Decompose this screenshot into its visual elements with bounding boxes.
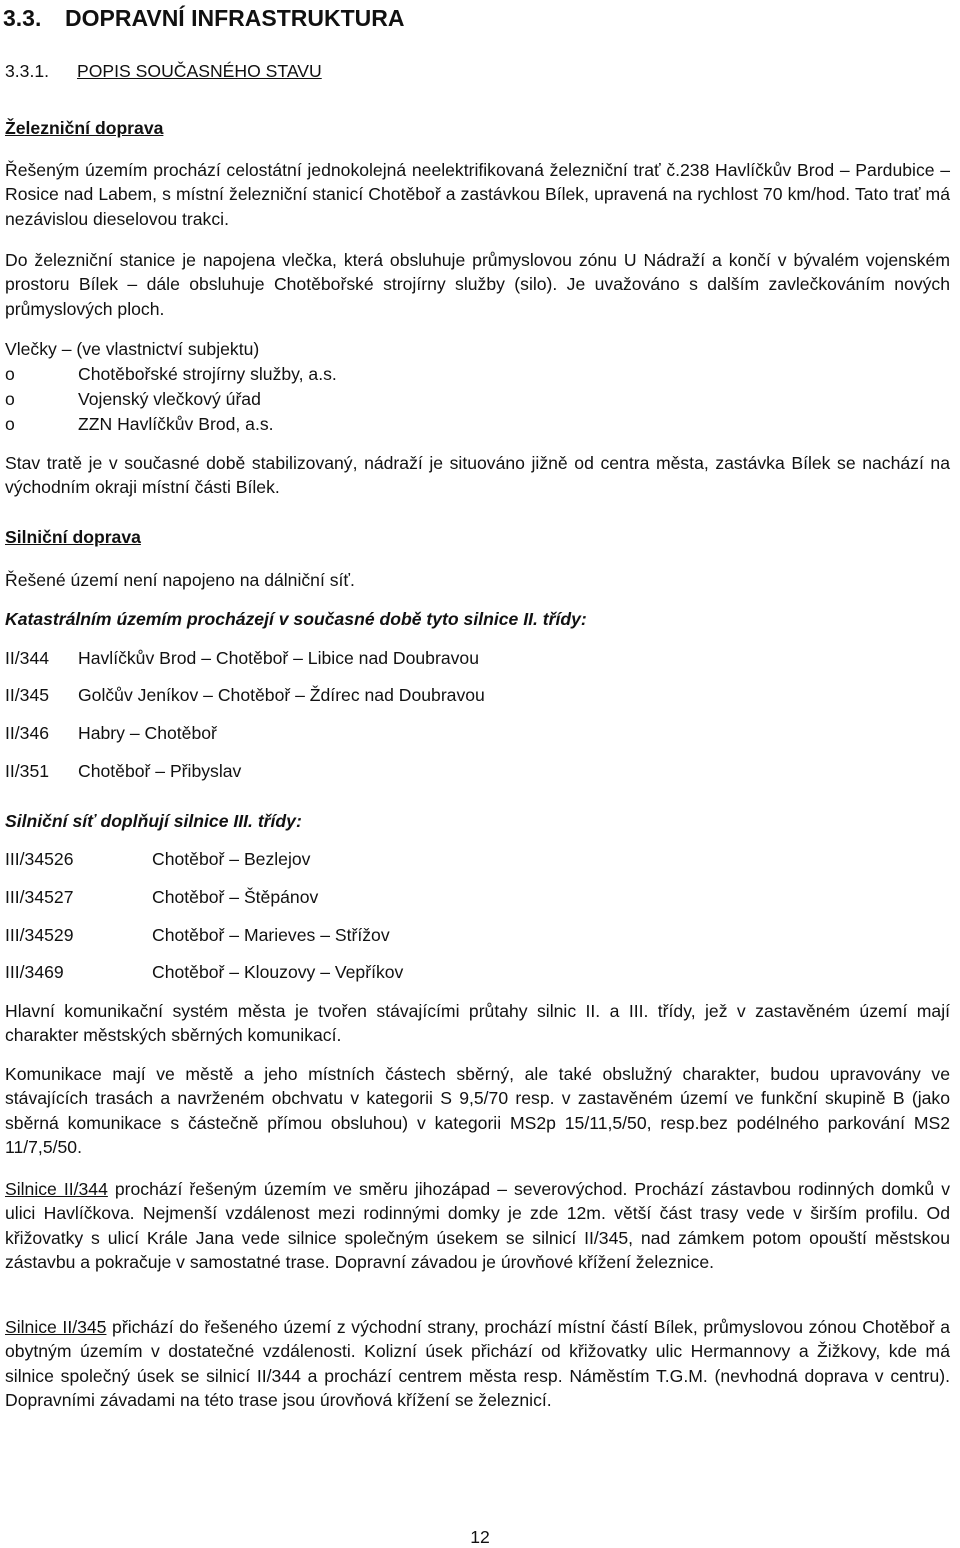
- road-paragraph-4-text: prochází řešeným územím ve směru jihozápad – severovýchod. Prochází zástavbou rodinných domků v ulici Havlíčkova. Nejmenší vzdálenost mezi rodinnými domky je zde 12m. větší část trasy vede v širším profilu. Od křižovatky s ulicí Krále Jana vede silnice společným úsekem se silnicí II/345, nad zámkem potom opouští městskou zástavbu a pokračuje v samostatné trase. Dopravní závadou je úrovňové křížení železnice.: [5, 1179, 950, 1272]
- road-code: III/3469: [5, 962, 64, 982]
- road-list-item: [5, 960, 403, 984]
- road-list-item: [5, 847, 310, 871]
- road-list-item: [5, 923, 390, 947]
- road-list-item: [5, 885, 318, 909]
- road-code: II/344: [5, 648, 50, 668]
- rail-paragraph-3: Stav tratě je v současné době stabilizovaný, nádraží je situováno jižně od centra města, zastávka Bílek se nachází na východním okraji místní části Bílek.: [5, 453, 950, 498]
- road-paragraph-2: Hlavní komunikační systém města je tvořen stávajícími průtahy silnic II. a III. třídy, jež v zastavěném území mají charakter městských sběrných komunikací.: [5, 1001, 950, 1046]
- subsection-heading: [5, 59, 950, 83]
- road-list-item: [5, 646, 479, 670]
- road-route: Habry – Chotěboř: [78, 723, 217, 743]
- road-route: Chotěboř – Marieves – Střížov: [152, 925, 390, 945]
- road-title: Silniční doprava: [5, 527, 141, 547]
- class2-title: Katastrálním územím procházejí v současné době tyto silnice II. třídy:: [5, 609, 587, 629]
- bullet-mark: o: [5, 364, 15, 384]
- class3-title: Silniční síť doplňují silnice III. třídy:: [5, 811, 302, 831]
- road-paragraph-3: Komunikace mají ve městě a jeho místních částech sběrný, ale také obslužný charakter, budou upravovány ve stávajících trasách a navrženém obchvatu v kategorii S 9,5/70 resp. v zastavěném území ve funkční skupině B (jako sběrná komunikace s částečně přímou obsluhou) v kategorii MS2p 15/11,5/50, resp.bez podélného parkování MS2 11/7,5/50.: [5, 1064, 950, 1157]
- road-route: Chotěboř – Klouzovy – Vepříkov: [152, 962, 404, 982]
- road-code: II/346: [5, 723, 50, 743]
- road-route: Havlíčkův Brod – Chotěboř – Libice nad Doubravou: [78, 648, 479, 668]
- rail-title: Železniční doprava: [5, 118, 164, 138]
- section-title: DOPRAVNÍ INFRASTRUKTURA: [65, 5, 405, 31]
- road-route: Chotěboř – Přibyslav: [78, 761, 242, 781]
- road-code: II/345: [5, 685, 50, 705]
- section-heading: [3, 4, 950, 32]
- road-route: Golčův Jeníkov – Chotěboř – Ždírec nad Doubravou: [78, 685, 485, 705]
- subsection-number: 3.3.1.: [5, 61, 50, 81]
- road-list-item: [5, 683, 485, 707]
- road-route: Chotěboř – Štěpánov: [152, 887, 319, 907]
- siding-list-item: [5, 412, 274, 436]
- road-route: Chotěboř – Bezlejov: [152, 849, 311, 869]
- subsection-title: POPIS SOUČASNÉHO STAVU: [77, 61, 322, 81]
- road-code: III/34529: [5, 925, 74, 945]
- road-code: III/34526: [5, 849, 74, 869]
- rail-paragraph-1: Řešeným územím prochází celostátní jednokolejná neelektrifikovaná železniční trať č.238 Havlíčkův Brod – Pardubice – Rosice nad Labem, s místní železniční stanicí Chotěboř a zastávkou Bílek, upravená na rychlost 70 km/hod. Tato trať má nezávislou dieselovou trakci.: [5, 160, 950, 229]
- road-paragraph-5-text: přichází do řešeného území z východní strany, prochází místní částí Bílek, průmyslovou zónou Chotěboř a obytným územím v dostatečné vzdálenosti. Kolizní úsek přichází od křižovatky ulic Hermannovy a Žižkovy, kde má silnice společný úsek se silnicí II/344 a prochází centrem města resp. Náměstím T.G.M. (nevhodná doprava v centru). Dopravními závadami na této trase jsou úrovňová křížení se železnicí.: [5, 1317, 950, 1410]
- siding-name: Vojenský vlečkový úřad: [78, 389, 261, 409]
- page-number: 12: [470, 1527, 490, 1547]
- road-list-item: [5, 759, 241, 783]
- road-label-ii345: Silnice II/345: [5, 1317, 107, 1337]
- road-code: III/34527: [5, 887, 74, 907]
- rail-paragraph-2: Do železniční stanice je napojena vlečka, která obsluhuje průmyslovou zónu U Nádraží a končí v bývalém vojenském prostoru Bílek – dále obsluhuje Chotěbořské strojírny služby (silo). Je uvažováno s dalším zavlečkováním nových průmyslových ploch.: [5, 250, 950, 319]
- road-code: II/351: [5, 761, 50, 781]
- section-number: 3.3.: [3, 5, 42, 31]
- road-paragraph-4: [5, 1177, 950, 1274]
- siding-list-item: [5, 387, 261, 411]
- siding-list-item: [5, 362, 337, 386]
- bullet-mark: o: [5, 389, 15, 409]
- road-label-ii344: Silnice II/344: [5, 1179, 108, 1199]
- siding-name: Chotěbořské strojírny služby, a.s.: [78, 364, 337, 384]
- siding-name: ZZN Havlíčkův Brod, a.s.: [78, 414, 274, 434]
- road-paragraph-5: [5, 1315, 950, 1412]
- road-list-item: [5, 721, 217, 745]
- road-paragraph-1: Řešené území není napojeno na dálniční síť.: [5, 570, 355, 590]
- sidings-intro: Vlečky – (ve vlastnictví subjektu): [5, 339, 260, 359]
- bullet-mark: o: [5, 414, 15, 434]
